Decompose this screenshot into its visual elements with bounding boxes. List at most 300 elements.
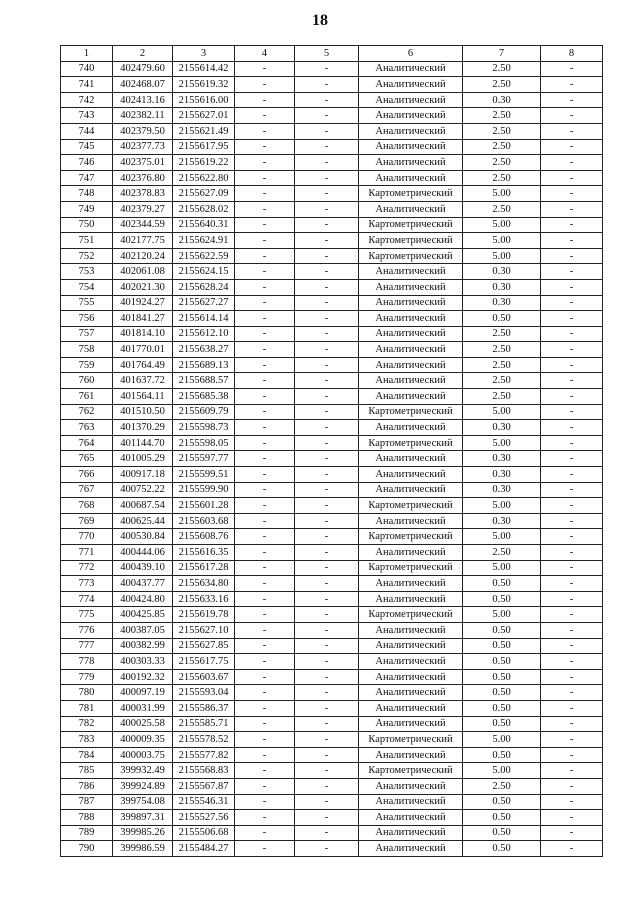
table-cell: Аналитический — [359, 716, 463, 732]
table-cell: 0.50 — [463, 311, 541, 327]
table-cell: 0.30 — [463, 279, 541, 295]
table-cell: - — [235, 123, 295, 139]
table-row — [61, 108, 603, 124]
table-cell: - — [235, 61, 295, 77]
table-row — [61, 248, 603, 264]
table-cell: Аналитический — [359, 201, 463, 217]
table-cell: - — [295, 201, 359, 217]
table-cell: 401144.70 — [113, 435, 173, 451]
table-cell: 2155612.10 — [173, 326, 235, 342]
table-row — [61, 420, 603, 436]
table-cell: 2155586.37 — [173, 700, 235, 716]
table-row — [61, 170, 603, 186]
table-cell: 402375.01 — [113, 155, 173, 171]
table-cell: Аналитический — [359, 61, 463, 77]
table-cell: 780 — [61, 685, 113, 701]
table-cell: - — [541, 279, 603, 295]
table-cell: - — [235, 108, 295, 124]
table-cell: 760 — [61, 373, 113, 389]
table-cell: - — [235, 482, 295, 498]
table-cell: 2.50 — [463, 357, 541, 373]
table-cell: - — [235, 389, 295, 405]
table-row — [61, 357, 603, 373]
table-cell: 788 — [61, 810, 113, 826]
table-cell: - — [295, 233, 359, 249]
table-cell: 0.30 — [463, 513, 541, 529]
table-cell: 2.50 — [463, 326, 541, 342]
table-cell: 2155578.52 — [173, 732, 235, 748]
table-cell: 0.30 — [463, 451, 541, 467]
table-cell: 2155627.09 — [173, 186, 235, 202]
table-cell: 776 — [61, 622, 113, 638]
table-cell: 2155621.49 — [173, 123, 235, 139]
table-cell: - — [541, 326, 603, 342]
table-cell: - — [295, 420, 359, 436]
table-cell: Аналитический — [359, 794, 463, 810]
table-cell: 400437.77 — [113, 576, 173, 592]
table-cell: 0.30 — [463, 420, 541, 436]
table-cell: 2155527.56 — [173, 810, 235, 826]
table-cell: 5.00 — [463, 217, 541, 233]
table-cell: - — [235, 732, 295, 748]
table-cell: 0.30 — [463, 467, 541, 483]
table-cell: - — [295, 342, 359, 358]
table-cell: - — [295, 763, 359, 779]
table-cell: - — [541, 92, 603, 108]
table-cell: - — [541, 763, 603, 779]
table-cell: 0.50 — [463, 654, 541, 670]
table-cell: - — [295, 155, 359, 171]
table-cell: - — [295, 326, 359, 342]
table-cell: 402177.75 — [113, 233, 173, 249]
table-cell: 2155484.27 — [173, 841, 235, 857]
table-cell: 2.50 — [463, 170, 541, 186]
table-cell: 0.50 — [463, 669, 541, 685]
table-cell: Аналитический — [359, 389, 463, 405]
table-cell: Аналитический — [359, 467, 463, 483]
table-cell: 782 — [61, 716, 113, 732]
table-cell: 2155622.59 — [173, 248, 235, 264]
table-cell: 2.50 — [463, 201, 541, 217]
table-cell: - — [541, 747, 603, 763]
table-cell: Аналитический — [359, 810, 463, 826]
table-cell: 2155624.15 — [173, 264, 235, 280]
table-cell: Аналитический — [359, 576, 463, 592]
table-cell: 400625.44 — [113, 513, 173, 529]
table-cell: - — [541, 420, 603, 436]
table-cell: 751 — [61, 233, 113, 249]
table-cell: 0.50 — [463, 841, 541, 857]
table-cell: - — [295, 747, 359, 763]
table-cell: - — [541, 389, 603, 405]
table-cell: 400025.58 — [113, 716, 173, 732]
table-row — [61, 342, 603, 358]
table-row — [61, 732, 603, 748]
table-cell: - — [295, 311, 359, 327]
table-cell: - — [235, 716, 295, 732]
table-cell: - — [295, 186, 359, 202]
table-cell: 401005.29 — [113, 451, 173, 467]
table-cell: 741 — [61, 77, 113, 93]
table-cell: 2155624.91 — [173, 233, 235, 249]
table-cell: 5.00 — [463, 732, 541, 748]
table-row — [61, 654, 603, 670]
table-cell: - — [541, 311, 603, 327]
table-cell: 402376.80 — [113, 170, 173, 186]
table-cell: - — [235, 373, 295, 389]
table-cell: - — [235, 92, 295, 108]
table-cell: Аналитический — [359, 669, 463, 685]
table-cell: - — [295, 451, 359, 467]
table-cell: 400303.33 — [113, 654, 173, 670]
table-row — [61, 467, 603, 483]
table-cell: 754 — [61, 279, 113, 295]
table-cell: - — [295, 716, 359, 732]
table-cell: - — [235, 326, 295, 342]
table-cell: 2.50 — [463, 139, 541, 155]
table-row — [61, 451, 603, 467]
table-cell: - — [295, 654, 359, 670]
table-cell: - — [541, 716, 603, 732]
page-number: 18 — [312, 12, 328, 29]
table-cell: - — [235, 841, 295, 857]
table-cell: 400439.10 — [113, 560, 173, 576]
table-cell: 0.50 — [463, 576, 541, 592]
table-cell: 402021.30 — [113, 279, 173, 295]
table-cell: - — [295, 638, 359, 654]
table-cell: - — [541, 545, 603, 561]
table-cell: 777 — [61, 638, 113, 654]
table-cell: 0.30 — [463, 92, 541, 108]
table-cell: 401370.29 — [113, 420, 173, 436]
table-cell: - — [295, 404, 359, 420]
table-cell: Картометрический — [359, 732, 463, 748]
table-cell: 401637.72 — [113, 373, 173, 389]
table-row — [61, 61, 603, 77]
table-cell: 764 — [61, 435, 113, 451]
table-cell: - — [235, 435, 295, 451]
table-cell: - — [295, 810, 359, 826]
table-row — [61, 155, 603, 171]
table-row — [61, 139, 603, 155]
table-cell: - — [541, 732, 603, 748]
table-cell: 2155616.35 — [173, 545, 235, 561]
table-cell: Картометрический — [359, 560, 463, 576]
table-cell: Картометрический — [359, 529, 463, 545]
table-cell: - — [541, 108, 603, 124]
table-row — [61, 389, 603, 405]
table-cell: - — [541, 248, 603, 264]
table-cell: Аналитический — [359, 279, 463, 295]
table-cell: 2155577.82 — [173, 747, 235, 763]
table-cell: 765 — [61, 451, 113, 467]
table-cell: - — [541, 467, 603, 483]
table-row — [61, 810, 603, 826]
table-cell: 2.50 — [463, 373, 541, 389]
table-cell: 0.50 — [463, 747, 541, 763]
table-cell: Картометрический — [359, 607, 463, 623]
table-cell: 2155622.80 — [173, 170, 235, 186]
table-cell: - — [541, 498, 603, 514]
table-cell: - — [541, 591, 603, 607]
table-cell: Аналитический — [359, 311, 463, 327]
table-cell: 5.00 — [463, 248, 541, 264]
table-cell: - — [295, 700, 359, 716]
table-cell: 2155619.78 — [173, 607, 235, 623]
table-cell: - — [541, 61, 603, 77]
table-cell: - — [235, 186, 295, 202]
table-cell: 399924.89 — [113, 778, 173, 794]
table-cell: 400192.32 — [113, 669, 173, 685]
table-cell: - — [235, 295, 295, 311]
table-cell: 2.50 — [463, 123, 541, 139]
table-cell: 789 — [61, 825, 113, 841]
table-cell: Аналитический — [359, 825, 463, 841]
table-cell: 2.50 — [463, 108, 541, 124]
table-cell: - — [541, 201, 603, 217]
table-cell: 2155567.87 — [173, 778, 235, 794]
table-cell: 753 — [61, 264, 113, 280]
table-row — [61, 186, 603, 202]
table-cell: 400009.35 — [113, 732, 173, 748]
table-cell: - — [235, 794, 295, 810]
table-cell: 399985.26 — [113, 825, 173, 841]
table-row — [61, 778, 603, 794]
table-cell: 2155568.83 — [173, 763, 235, 779]
table-cell: 779 — [61, 669, 113, 685]
column-header: 4 — [235, 46, 295, 62]
table-cell: - — [295, 467, 359, 483]
column-header: 2 — [113, 46, 173, 62]
table-cell: - — [235, 264, 295, 280]
table-cell: 5.00 — [463, 607, 541, 623]
table-cell: 399897.31 — [113, 810, 173, 826]
table-row — [61, 700, 603, 716]
table-cell: 2155616.00 — [173, 92, 235, 108]
table-cell: 748 — [61, 186, 113, 202]
table-cell: 770 — [61, 529, 113, 545]
table-cell: - — [295, 591, 359, 607]
table-cell: - — [295, 482, 359, 498]
table-cell: 2155597.77 — [173, 451, 235, 467]
table-cell: 2155688.57 — [173, 373, 235, 389]
table-cell: Аналитический — [359, 108, 463, 124]
table-header-row — [61, 46, 603, 62]
table-cell: - — [235, 700, 295, 716]
table-cell: 400917.18 — [113, 467, 173, 483]
table-cell: 400031.99 — [113, 700, 173, 716]
table-cell: 5.00 — [463, 233, 541, 249]
table-row — [61, 560, 603, 576]
table-cell: 5.00 — [463, 529, 541, 545]
table-cell: 2.50 — [463, 61, 541, 77]
table-cell: - — [235, 513, 295, 529]
table-row — [61, 747, 603, 763]
table-cell: 787 — [61, 794, 113, 810]
table-cell: - — [235, 420, 295, 436]
table-cell: - — [235, 778, 295, 794]
table-cell: - — [295, 170, 359, 186]
table-cell: 0.30 — [463, 264, 541, 280]
table-row — [61, 404, 603, 420]
table-cell: - — [541, 435, 603, 451]
table-row — [61, 763, 603, 779]
table-cell: 402413.16 — [113, 92, 173, 108]
table-cell: - — [235, 747, 295, 763]
table-cell: - — [235, 451, 295, 467]
table-cell: 778 — [61, 654, 113, 670]
table-cell: - — [541, 451, 603, 467]
table-cell: Картометрический — [359, 217, 463, 233]
table-cell: 402382.11 — [113, 108, 173, 124]
table-cell: 401510.50 — [113, 404, 173, 420]
table-cell: Картометрический — [359, 233, 463, 249]
table-cell: - — [235, 763, 295, 779]
table-cell: 752 — [61, 248, 113, 264]
table-cell: - — [541, 233, 603, 249]
table-cell: 775 — [61, 607, 113, 623]
table-row — [61, 201, 603, 217]
table-cell: - — [235, 498, 295, 514]
table-cell: 0.50 — [463, 700, 541, 716]
column-header: 8 — [541, 46, 603, 62]
table-cell: 2.50 — [463, 389, 541, 405]
table-cell: 2155599.51 — [173, 467, 235, 483]
table-cell: 785 — [61, 763, 113, 779]
column-header: 7 — [463, 46, 541, 62]
table-cell: Аналитический — [359, 545, 463, 561]
table-cell: 402379.27 — [113, 201, 173, 217]
table-cell: 0.50 — [463, 638, 541, 654]
table-cell: 2155633.16 — [173, 591, 235, 607]
table-row — [61, 326, 603, 342]
table-cell: 766 — [61, 467, 113, 483]
table-cell: 743 — [61, 108, 113, 124]
table-cell: - — [235, 77, 295, 93]
table-body — [61, 61, 603, 856]
table-cell: Аналитический — [359, 591, 463, 607]
table-cell: - — [235, 529, 295, 545]
table-cell: 2155627.10 — [173, 622, 235, 638]
table-cell: 402378.83 — [113, 186, 173, 202]
table-row — [61, 513, 603, 529]
table-cell: 401770.01 — [113, 342, 173, 358]
table-cell: 0.50 — [463, 716, 541, 732]
table-row — [61, 264, 603, 280]
table-cell: - — [541, 778, 603, 794]
table-cell: - — [295, 529, 359, 545]
table-cell: - — [235, 201, 295, 217]
table-cell: 400097.19 — [113, 685, 173, 701]
table-cell: 774 — [61, 591, 113, 607]
table-cell: - — [541, 700, 603, 716]
table-cell: 401564.11 — [113, 389, 173, 405]
table-cell: 771 — [61, 545, 113, 561]
table-row — [61, 685, 603, 701]
table-cell: - — [235, 591, 295, 607]
table-cell: 402120.24 — [113, 248, 173, 264]
table-cell: - — [541, 576, 603, 592]
table-cell: 2155640.31 — [173, 217, 235, 233]
table-cell: 2155689.13 — [173, 357, 235, 373]
table-cell: - — [235, 545, 295, 561]
table-cell: 761 — [61, 389, 113, 405]
table-cell: - — [295, 389, 359, 405]
table-cell: Аналитический — [359, 295, 463, 311]
table-cell: - — [235, 560, 295, 576]
table-cell: 2155599.90 — [173, 482, 235, 498]
table-cell: Аналитический — [359, 622, 463, 638]
table-cell: Аналитический — [359, 373, 463, 389]
table-cell: - — [541, 482, 603, 498]
table-cell: 2155619.32 — [173, 77, 235, 93]
table-cell: Картометрический — [359, 435, 463, 451]
table-cell: 401841.27 — [113, 311, 173, 327]
table-cell: 2.50 — [463, 77, 541, 93]
table-cell: 0.50 — [463, 825, 541, 841]
table-cell: - — [235, 622, 295, 638]
table-cell: Аналитический — [359, 170, 463, 186]
table-cell: 402468.07 — [113, 77, 173, 93]
table-cell: - — [541, 560, 603, 576]
table-cell: - — [295, 92, 359, 108]
table-cell: 5.00 — [463, 498, 541, 514]
table-cell: - — [541, 155, 603, 171]
table-cell: - — [235, 139, 295, 155]
table-cell: 749 — [61, 201, 113, 217]
table-cell: 768 — [61, 498, 113, 514]
table-cell: 755 — [61, 295, 113, 311]
table-cell: Аналитический — [359, 139, 463, 155]
table-cell: - — [235, 607, 295, 623]
table-cell: 400444.06 — [113, 545, 173, 561]
table-row — [61, 841, 603, 857]
table-cell: Аналитический — [359, 451, 463, 467]
table-cell: - — [235, 685, 295, 701]
table-cell: - — [541, 342, 603, 358]
table-row — [61, 217, 603, 233]
table-cell: Аналитический — [359, 155, 463, 171]
table-cell: - — [541, 825, 603, 841]
table-cell: 0.50 — [463, 685, 541, 701]
table-cell: - — [295, 794, 359, 810]
column-header: 3 — [173, 46, 235, 62]
table-cell: - — [235, 170, 295, 186]
table-cell: 2155627.01 — [173, 108, 235, 124]
table-cell: 2155617.75 — [173, 654, 235, 670]
table-cell: - — [541, 404, 603, 420]
table-cell: 2155608.76 — [173, 529, 235, 545]
table-cell: - — [295, 248, 359, 264]
table-cell: 402377.73 — [113, 139, 173, 155]
table-cell: 2155685.38 — [173, 389, 235, 405]
table-row — [61, 825, 603, 841]
table-cell: 400382.99 — [113, 638, 173, 654]
table-row — [61, 716, 603, 732]
table-cell: 2155546.31 — [173, 794, 235, 810]
table-cell: Аналитический — [359, 841, 463, 857]
table-cell: - — [541, 529, 603, 545]
table-cell: 744 — [61, 123, 113, 139]
table-cell: 2155585.71 — [173, 716, 235, 732]
table-cell: 399986.59 — [113, 841, 173, 857]
table-cell: 401814.10 — [113, 326, 173, 342]
table-cell: 0.30 — [463, 482, 541, 498]
table-cell: - — [235, 279, 295, 295]
table-cell: - — [541, 513, 603, 529]
table-cell: 0.50 — [463, 591, 541, 607]
table-cell: Картометрический — [359, 404, 463, 420]
